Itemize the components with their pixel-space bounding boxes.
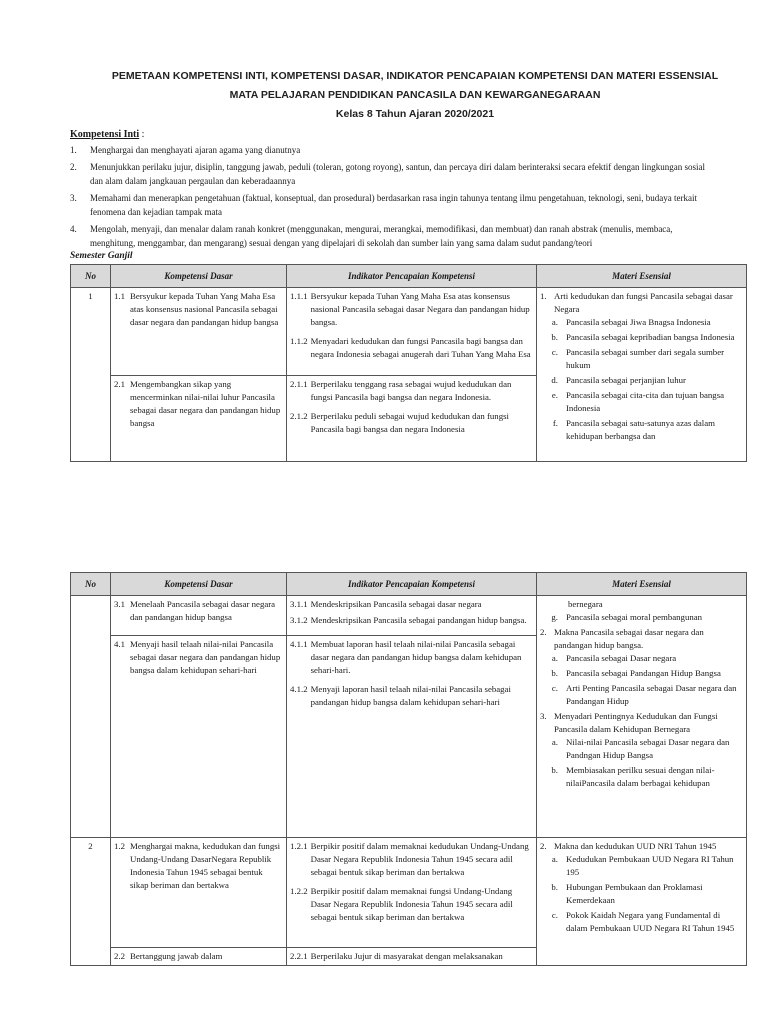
kd-cell — [111, 376, 287, 462]
list-item — [540, 316, 743, 329]
materi-cell — [537, 288, 747, 462]
kd-code: 3.1 — [114, 599, 125, 609]
sub-text: Pancasila sebagai Pandangan Hidup Bangsa — [566, 668, 721, 678]
kd-code: 2.2 — [114, 951, 125, 961]
materi-continued: bernegara — [568, 599, 603, 609]
kd-cell — [111, 948, 287, 966]
table-row — [71, 288, 747, 376]
list-item — [540, 374, 743, 387]
ki-heading-label: Kompetensi Inti — [70, 129, 140, 140]
ipk-text: Menyadari kedudukan dan fungsi Pancasila bagi bangsa dan negara Indonesia sebagai anugerah dari Tuhan Yang Maha Esa — [310, 336, 531, 359]
list-item — [540, 853, 743, 879]
ipk-code: 2.2.1 — [290, 951, 308, 961]
ki-item-number: 1. — [70, 145, 77, 155]
materi-cell — [537, 596, 747, 838]
sub-marker: c. — [551, 347, 558, 357]
row-number — [71, 596, 111, 838]
ipk-text: Membuat laporan hasil telaah nilai-nilai Pancasila sebagai dasar negara dan pandangan hidup bangsa dalam kehidupan sehari-hari. — [310, 639, 522, 675]
competency-table-2 — [70, 572, 747, 966]
sub-text: Pancasila sebagai Jiwa Bnagsa Indonesia — [566, 317, 711, 327]
col-header-kd: Kompetensi Dasar — [111, 265, 287, 288]
ipk-cell — [287, 376, 537, 462]
list-item — [540, 736, 743, 762]
materi-text: Menyadari Pentingnya Kedudukan dan Fungsi Pancasila dalam Kehidupan Bernegara — [554, 711, 718, 734]
sub-marker: b. — [551, 332, 558, 342]
ipk-code: 1.1.2 — [290, 336, 308, 346]
sub-marker: b. — [551, 765, 558, 775]
competency-table-1 — [70, 264, 747, 462]
ipk-text: Mendeskripsikan Pancasila sebagai dasar negara — [310, 599, 482, 609]
sub-marker: b. — [551, 882, 558, 892]
kd-code: 1.1 — [114, 291, 125, 301]
sub-marker: d. — [551, 375, 558, 385]
ipk-code: 1.2.1 — [290, 841, 308, 851]
ipk-code: 4.1.2 — [290, 684, 308, 694]
list-item — [540, 389, 743, 415]
table-header-row — [71, 265, 747, 288]
materi-cell — [537, 838, 747, 966]
ki-item-number: 3. — [70, 193, 77, 203]
ipk-text: Bersyukur kepada Tuhan Yang Maha Esa atas konsensus nasional Pancasila sebagai dasar Negara dan pandangan hidup bangsa. — [310, 291, 530, 327]
sub-text: Pancasila sebagai cita-cita dan tujuan bangsa Indonesia — [566, 390, 725, 413]
kd-code: 2.1 — [114, 379, 125, 389]
kd-cell — [111, 636, 287, 838]
ki-item — [70, 143, 710, 157]
ipk-code: 4.1.1 — [290, 639, 308, 649]
list-item — [540, 881, 743, 907]
ki-item — [70, 191, 710, 219]
ki-item — [70, 222, 710, 250]
sub-marker: e. — [551, 390, 558, 400]
ipk-cell — [287, 596, 537, 636]
sub-text: Pancasila sebagai moral pembangunan — [566, 612, 703, 622]
kd-text: Bertanggung jawab dalam — [130, 951, 223, 961]
ipk-cell — [287, 838, 537, 948]
col-header-kd: Kompetensi Dasar — [111, 573, 287, 596]
kd-code: 4.1 — [114, 639, 125, 649]
ki-heading-colon: : — [139, 129, 145, 140]
kd-code: 1.2 — [114, 841, 125, 851]
ipk-text: Mendeskripsikan Pancasila sebagai pandangan hidup bangsa. — [310, 615, 527, 625]
list-item — [540, 667, 743, 680]
list-item — [540, 764, 743, 790]
materi-number: 2. — [540, 841, 547, 851]
kd-cell — [111, 596, 287, 636]
ipk-text: Berperilaku tenggang rasa sebagai wujud kedudukan dan fungsi Pancasila bagi bangsa dan negara Indonesia. — [310, 379, 512, 402]
doc-title-line-2: MATA PELAJARAN PENDIDIKAN PANCASILA DAN KEWARGANEGARAAN — [229, 89, 601, 101]
sub-marker: a. — [551, 854, 558, 864]
ipk-text: Berperilaku Jujur di masyarakat dengan melaksanakan — [310, 951, 503, 961]
sub-marker: c. — [551, 910, 558, 920]
materi-text: Arti kedudukan dan fungsi Pancasila sebagai dasar Negara — [554, 291, 733, 314]
sub-marker: g. — [551, 612, 558, 622]
kd-cell — [111, 838, 287, 948]
materi-number: 2. — [540, 627, 547, 637]
ipk-code: 3.1.1 — [290, 599, 308, 609]
list-item — [540, 682, 743, 708]
kd-text: Menghargai makna, kedudukan dan fungsi Undang-Undang DasarNegara Republik Indonesia Tahun 1945 sebagai bentuk sikap beriman dan bertakwa — [130, 841, 281, 890]
list-item — [540, 417, 743, 443]
sub-marker: c. — [551, 683, 558, 693]
materi-text: Makna dan kedudukan UUD NRI Tahun 1945 — [554, 841, 717, 851]
kd-cell — [111, 288, 287, 376]
col-header-materi: Materi Esensial — [537, 573, 747, 596]
ki-item-text: Menunjukkan perilaku jujur, disiplin, tanggung jawab, peduli (toleran, gotong royong), santun, dan percaya diri dalam berinteraksi secara efektif dengan lingkungan sosial dan alam dalam jangkauan pergaulan dan keberadaannya — [90, 162, 705, 186]
sub-marker: f. — [552, 418, 558, 428]
row-number: 2 — [71, 838, 111, 966]
row-number: 1 — [71, 288, 111, 462]
sub-text: Pokok Kaidah Negara yang Fundamental di dalam Pembukaan UUD Negara RI Tahun 1945 — [566, 910, 735, 933]
kd-text: Mengembangkan sikap yang mencerminkan nilai-nilai luhur Pancasila sebagai dasar negara dan pandangan hidup bangsa — [130, 379, 281, 428]
sub-text: Membiasakan perilku sesuai dengan nilai-nilaiPancasila dalam berbagai kehidupan — [566, 765, 715, 788]
col-header-no: No — [71, 573, 111, 596]
ipk-code: 2.1.2 — [290, 411, 308, 421]
ipk-code: 3.1.2 — [290, 615, 308, 625]
sub-text: Pancasila sebagai satu-satunya azas dalam kehidupan berbangsa dan — [566, 418, 715, 441]
doc-title-line-1: PEMETAAN KOMPETENSI INTI, KOMPETENSI DASAR, INDIKATOR PENCAPAIAN KOMPETENSI DAN MATERI ESSENSIAL — [111, 70, 719, 82]
list-item — [540, 909, 743, 935]
doc-title-line-3: Kelas 8 Tahun Ajaran 2020/2021 — [335, 108, 495, 120]
ipk-code: 1.2.2 — [290, 886, 308, 896]
semester-label: Semester Ganjil — [70, 251, 133, 261]
col-header-no: No — [71, 265, 111, 288]
sub-text: Arti Penting Pancasila sebagai Dasar negara dan Pandangan Hidup — [566, 683, 737, 706]
materi-text: Makna Pancasila sebagai dasar negara dan pandangan hidup bangsa. — [554, 627, 704, 650]
sub-marker: a. — [551, 317, 558, 327]
table-row — [71, 596, 747, 636]
list-item — [540, 346, 743, 372]
ki-heading — [70, 129, 144, 140]
ki-item-number: 2. — [70, 162, 77, 172]
list-item — [540, 611, 743, 624]
kd-text: Menelaah Pancasila sebagai dasar negara dan pandangan hidup bangsa — [130, 599, 276, 622]
ipk-cell — [287, 948, 537, 966]
ipk-text: Berpikir positif dalam memaknai fungsi Undang-Undang Dasar Negara Republik Indonesia Tahun 1945 secara adil sebagai bentuk sikap beriman dan bertakwa — [310, 886, 513, 922]
kd-text: Menyaji hasil telaah nilai-nilai Pancasila sebagai dasar negara dan pandangan hidup bangsa dalam kehidupan sehari-hari — [130, 639, 281, 675]
ki-list — [70, 143, 710, 253]
list-item — [540, 652, 743, 665]
ki-item-text: Menghargai dan menghayati ajaran agama yang dianutnya — [90, 145, 301, 155]
ipk-code: 1.1.1 — [290, 291, 308, 301]
materi-number: 1. — [540, 291, 547, 301]
table-header-row — [71, 573, 747, 596]
col-header-materi: Materi Esensial — [537, 265, 747, 288]
ipk-code: 2.1.1 — [290, 379, 308, 389]
sub-marker: b. — [551, 668, 558, 678]
table-row — [71, 838, 747, 948]
materi-number: 3. — [540, 711, 547, 721]
sub-text: Nilai-nilai Pancasila sebagai Dasar negara dan Pandngan Hidup Bangsa — [566, 737, 730, 760]
ki-item — [70, 160, 710, 188]
list-item — [540, 331, 743, 344]
ipk-text: Berperilaku peduli sebagai wujud kedudukan dan fungsi Pancasila bagi bangsa dan negara Indonesia — [310, 411, 509, 434]
kd-text: Bersyukur kepada Tuhan Yang Maha Esa atas konsensus nasional Pancasila sebagai dasar negara dan pandangan hidup bangsa — [130, 291, 279, 327]
col-header-ipk: Indikator Pencapaian Kompetensi — [287, 573, 537, 596]
ipk-text: Menyaji laporan hasil telaah nilai-nilai Pancasila sebagai pandangan hidup bangsa dalam kehidupan sehari-hari — [310, 684, 511, 707]
sub-text: Pancasila sebagai Dasar negara — [566, 653, 677, 663]
sub-text: Pancasila sebagai sumber dari segala sumber hukum — [566, 347, 725, 370]
col-header-ipk: Indikator Pencapaian Kompetensi — [287, 265, 537, 288]
sub-text: Kedudukan Pembukaan UUD Negara RI Tahun 195 — [566, 854, 734, 877]
ipk-text: Berpikir positif dalam memaknai kedudukan Undang-Undang Dasar Negara Republik Indonesia Tahun 1945 secara adil sebagai bentuk sikap beriman dan bertakwa — [310, 841, 529, 877]
sub-text: Hubungan Pembukaan dan Proklamasi Kemerdekaan — [566, 882, 703, 905]
ipk-cell — [287, 288, 537, 376]
sub-text: Pancasila sebagai perjanjian luhur — [566, 375, 686, 385]
ki-item-text: Mengolah, menyaji, dan menalar dalam ranah konkret (menggunakan, mengurai, merangkai, memodifikasi, dan membuat) dan ranah abstrak (menulis, membaca, menghitung, menggambar, dan mengarang) sesuai dengan yang dipelajari di sekolah dan sumber lain yang sama dalam sudut pandang/teori — [90, 224, 673, 248]
ipk-cell — [287, 636, 537, 838]
sub-marker: a. — [551, 737, 558, 747]
sub-marker: a. — [551, 653, 558, 663]
ki-item-number: 4. — [70, 224, 77, 234]
sub-text: Pancasila sebagai kepribadian bangsa Indonesia — [566, 332, 735, 342]
ki-item-text: Memahami dan menerapkan pengetahuan (faktual, konseptual, dan prosedural) berdasarkan rasa ingin tahunya tentang ilmu pengetahuan, teknologi, seni, budaya terkait fenomena dan kejadian tampak mata — [90, 193, 698, 217]
